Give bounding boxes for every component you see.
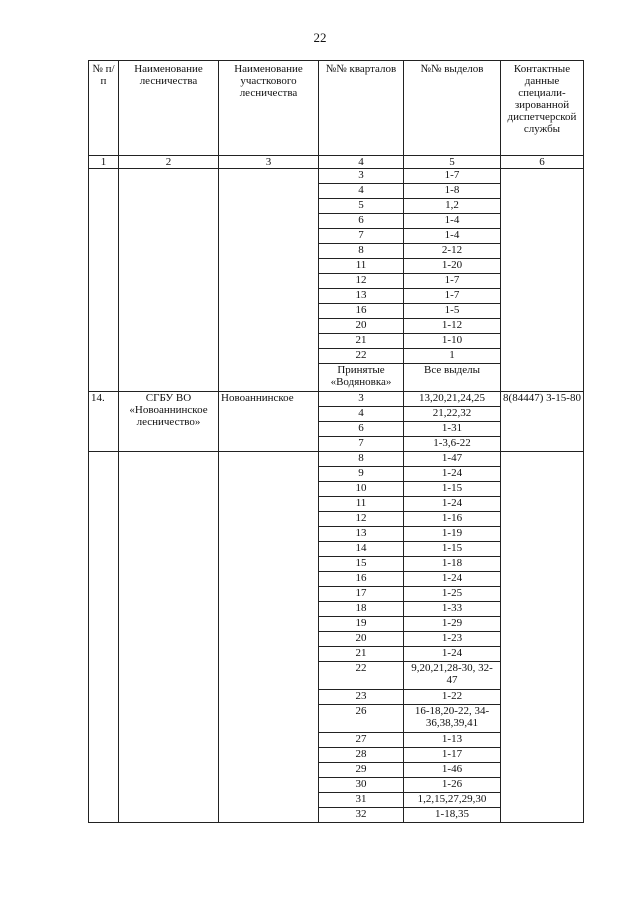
quarter-cell: 31 xyxy=(319,793,404,808)
quarter-cell: 14 xyxy=(319,542,404,557)
district-cell: Новоаннинское xyxy=(219,392,319,452)
quarter-cell: 28 xyxy=(319,748,404,763)
quarter-cell: 9 xyxy=(319,467,404,482)
quarter-cell: 11 xyxy=(319,497,404,512)
quarter-cell: 13 xyxy=(319,527,404,542)
column-number: 6 xyxy=(501,156,584,169)
quarter-cell: 15 xyxy=(319,557,404,572)
quarter-cell: 27 xyxy=(319,733,404,748)
allotment-cell: 1-47 xyxy=(404,452,501,467)
quarter-cell: 12 xyxy=(319,512,404,527)
column-number: 2 xyxy=(119,156,219,169)
allotment-cell: 1-15 xyxy=(404,482,501,497)
allotment-cell: 1-29 xyxy=(404,617,501,632)
header-cell: Наименование лесничества xyxy=(119,61,219,156)
allotment-cell: 21,22,32 xyxy=(404,407,501,422)
quarter-cell: 16 xyxy=(319,572,404,587)
allotment-cell: 13,20,21,24,25 xyxy=(404,392,501,407)
allotment-cell: 1-24 xyxy=(404,647,501,662)
header-row xyxy=(89,61,584,156)
number-cell xyxy=(89,169,119,392)
allotment-cell: 1-19 xyxy=(404,527,501,542)
allotment-cell: 1,2 xyxy=(404,199,501,214)
allotment-cell: 1-5 xyxy=(404,304,501,319)
quarter-cell: Принятые «Водяновка» xyxy=(319,364,404,392)
column-number: 5 xyxy=(404,156,501,169)
allotment-cell: 1-23 xyxy=(404,632,501,647)
header-cell: №№ кварталов xyxy=(319,61,404,156)
allotment-cell: Все выделы xyxy=(404,364,501,392)
quarter-cell: 10 xyxy=(319,482,404,497)
quarter-cell: 7 xyxy=(319,229,404,244)
allotment-cell: 1-20 xyxy=(404,259,501,274)
allotment-cell: 1-33 xyxy=(404,602,501,617)
quarter-cell: 21 xyxy=(319,647,404,662)
quarter-cell: 12 xyxy=(319,274,404,289)
number-cell: 14. xyxy=(89,392,119,452)
quarter-cell: 4 xyxy=(319,184,404,199)
allotment-cell: 1-7 xyxy=(404,289,501,304)
allotment-cell: 1-10 xyxy=(404,334,501,349)
quarter-cell: 8 xyxy=(319,244,404,259)
quarter-cell: 22 xyxy=(319,662,404,690)
contact-cell xyxy=(501,169,584,392)
allotment-cell: 1-31 xyxy=(404,422,501,437)
header-cell: № п/п xyxy=(89,61,119,156)
table-row xyxy=(89,392,584,407)
allotment-cell: 1-17 xyxy=(404,748,501,763)
quarter-cell: 32 xyxy=(319,808,404,823)
allotment-cell: 1-13 xyxy=(404,733,501,748)
allotment-cell: 16-18,20-22, 34-36,38,39,41 xyxy=(404,705,501,733)
allotment-cell: 1-3,6-22 xyxy=(404,437,501,452)
quarter-cell: 30 xyxy=(319,778,404,793)
quarter-cell: 16 xyxy=(319,304,404,319)
header-cell: Контактные данные специали-зированной диспетчерской службы xyxy=(501,61,584,156)
allotment-cell: 1-24 xyxy=(404,497,501,512)
quarter-cell: 6 xyxy=(319,422,404,437)
page-number: 22 xyxy=(313,30,327,45)
allotment-cell: 1-7 xyxy=(404,274,501,289)
quarter-cell: 11 xyxy=(319,259,404,274)
forestry-table xyxy=(88,60,584,823)
allotment-cell: 9,20,21,28-30, 32-47 xyxy=(404,662,501,690)
allotment-cell: 1-18 xyxy=(404,557,501,572)
quarter-cell: 18 xyxy=(319,602,404,617)
contact-cell: 8(84447) 3-15-80 xyxy=(501,392,584,452)
district-cell xyxy=(219,452,319,823)
allotment-cell: 1-25 xyxy=(404,587,501,602)
allotment-cell: 1-24 xyxy=(404,572,501,587)
allotment-cell: 2-12 xyxy=(404,244,501,259)
quarter-cell: 13 xyxy=(319,289,404,304)
quarter-cell: 22 xyxy=(319,349,404,364)
quarter-cell: 20 xyxy=(319,632,404,647)
allotment-cell: 1-4 xyxy=(404,229,501,244)
allotment-cell: 1-12 xyxy=(404,319,501,334)
table-row xyxy=(89,452,584,467)
allotment-cell: 1-8 xyxy=(404,184,501,199)
allotment-cell: 1-22 xyxy=(404,690,501,705)
forestry-cell xyxy=(119,169,219,392)
column-numbers-row xyxy=(89,156,584,169)
allotment-cell: 1-4 xyxy=(404,214,501,229)
allotment-cell: 1,2,15,27,29,30 xyxy=(404,793,501,808)
quarter-cell: 8 xyxy=(319,452,404,467)
quarter-cell: 29 xyxy=(319,763,404,778)
allotment-cell: 1-18,35 xyxy=(404,808,501,823)
quarter-cell: 5 xyxy=(319,199,404,214)
header-cell: №№ выделов xyxy=(404,61,501,156)
quarter-cell: 19 xyxy=(319,617,404,632)
forestry-cell xyxy=(119,452,219,823)
allotment-cell: 1-7 xyxy=(404,169,501,184)
quarter-cell: 6 xyxy=(319,214,404,229)
column-number: 1 xyxy=(89,156,119,169)
column-number: 3 xyxy=(219,156,319,169)
table-row xyxy=(89,169,584,184)
header-cell: Наименование участкового лесничества xyxy=(219,61,319,156)
quarter-cell: 23 xyxy=(319,690,404,705)
quarter-cell: 26 xyxy=(319,705,404,733)
quarter-cell: 4 xyxy=(319,407,404,422)
allotment-cell: 1-16 xyxy=(404,512,501,527)
allotment-cell: 1-24 xyxy=(404,467,501,482)
district-cell xyxy=(219,169,319,392)
quarter-cell: 17 xyxy=(319,587,404,602)
contact-cell xyxy=(501,452,584,823)
forestry-cell: СГБУ ВО «Новоаннинское лесничество» xyxy=(119,392,219,452)
quarter-cell: 21 xyxy=(319,334,404,349)
quarter-cell: 3 xyxy=(319,392,404,407)
number-cell xyxy=(89,452,119,823)
quarter-cell: 7 xyxy=(319,437,404,452)
allotment-cell: 1-26 xyxy=(404,778,501,793)
quarter-cell: 20 xyxy=(319,319,404,334)
quarter-cell: 3 xyxy=(319,169,404,184)
allotment-cell: 1-46 xyxy=(404,763,501,778)
column-number: 4 xyxy=(319,156,404,169)
allotment-cell: 1 xyxy=(404,349,501,364)
allotment-cell: 1-15 xyxy=(404,542,501,557)
